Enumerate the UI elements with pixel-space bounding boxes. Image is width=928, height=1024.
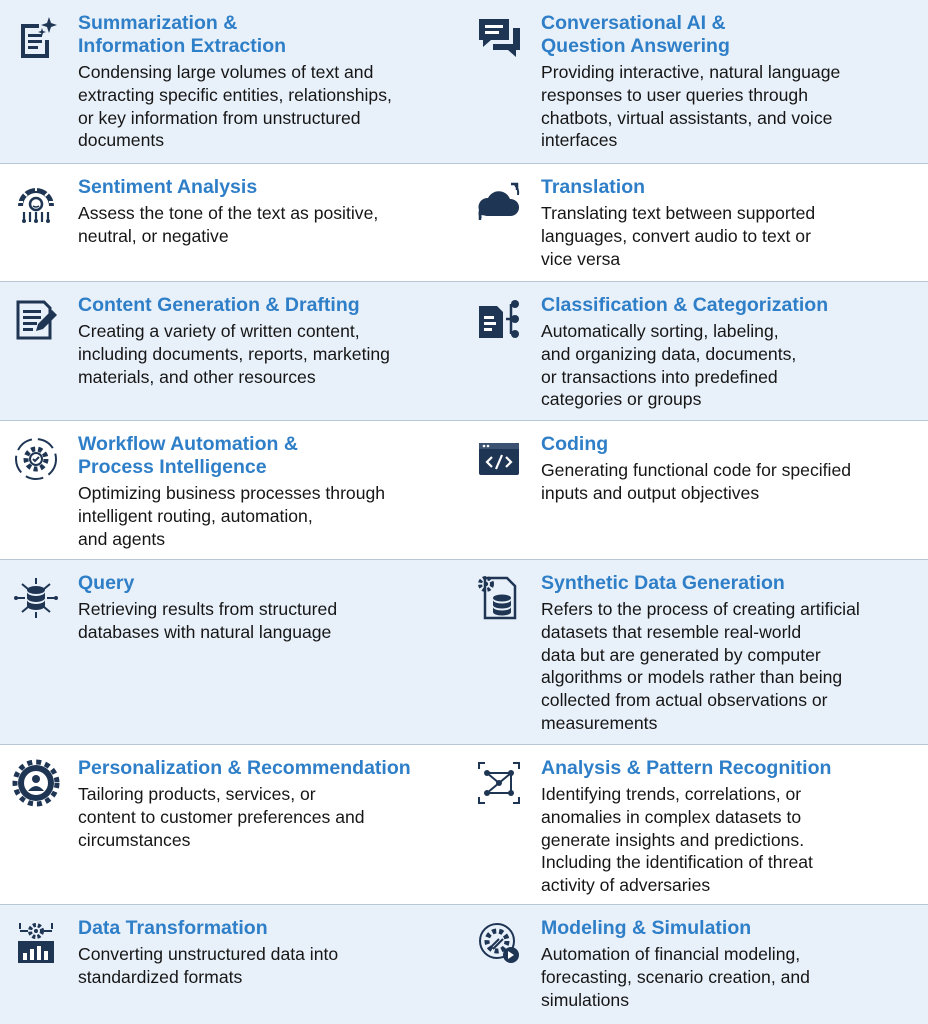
capability-description: [78, 320, 459, 388]
document-pencil-icon: [12, 296, 60, 344]
capability-description: [78, 61, 459, 152]
capability-title-line: Modeling & Simulation: [541, 917, 752, 939]
sentiment-gauge-icon: [12, 178, 60, 226]
user-gear-icon: [12, 759, 60, 807]
capability-title-line: Process Intelligence: [78, 456, 267, 478]
capability-row: [0, 905, 928, 1024]
capability-description: [541, 783, 924, 897]
capability-description-line: activity of adversaries: [541, 875, 711, 896]
capability-description-line: anomalies in complex datasets to: [541, 806, 802, 827]
capability-title-line: Personalization & Recommendation: [78, 757, 411, 779]
capability-description-line: vice versa: [541, 248, 621, 269]
capability-title: [541, 572, 922, 595]
capability-title: [78, 572, 457, 595]
capability-title-line: Conversational AI &: [541, 12, 726, 34]
capability-title-line: Sentiment Analysis: [78, 176, 258, 198]
chat-bubbles-icon: [475, 14, 523, 62]
capability-row: [0, 421, 928, 560]
capability-description-line: Creating a variety of written content,: [78, 321, 360, 341]
capability-description: [541, 459, 924, 505]
capability-description-line: Generating functional code for specified: [541, 460, 852, 480]
capability-description-line: simulations: [541, 989, 630, 1010]
capability-title-line: Analysis & Pattern Recognition: [541, 757, 832, 779]
capability-description-line: documents: [78, 130, 165, 151]
code-window-icon: [475, 435, 523, 483]
capability-title-line: Information Extraction: [78, 35, 287, 57]
capability-description-line: extracting specific entities, relationships,: [78, 84, 392, 105]
capability-card: [0, 745, 463, 904]
capability-description: [78, 943, 459, 989]
document-tree-icon: [475, 296, 523, 344]
capability-description-line: including documents, reports, marketing: [78, 343, 390, 364]
capability-description-line: materials, and other resources: [78, 366, 316, 387]
capability-description-line: and agents: [78, 528, 166, 549]
capability-description-line: measurements: [541, 712, 658, 733]
capability-title-line: Coding: [541, 433, 609, 455]
capability-title: [541, 917, 922, 940]
capability-title-line: Query: [78, 572, 135, 594]
capability-description-line: generate insights and predictions.: [541, 829, 805, 850]
capability-description-line: Translating text between supported: [541, 203, 816, 223]
capability-title: [78, 757, 457, 780]
capability-card: [463, 282, 928, 420]
database-network-icon: [12, 574, 60, 622]
capability-card: [0, 421, 463, 559]
capability-title: [541, 757, 922, 780]
capability-card: [0, 560, 463, 744]
capability-title: [78, 176, 457, 199]
capability-description-line: interfaces: [541, 130, 618, 151]
capability-description-line: Optimizing business processes through: [78, 483, 386, 503]
capability-description-line: languages, convert audio to text or: [541, 225, 811, 246]
capability-card: [0, 905, 463, 1024]
capability-description-line: or key information from unstructured: [78, 107, 361, 128]
capability-title: [541, 176, 922, 199]
capability-description: [541, 320, 924, 411]
capability-description-line: responses to user queries through: [541, 84, 808, 105]
capability-description-line: or transactions into predefined: [541, 366, 778, 387]
capability-card: [0, 164, 463, 281]
capability-card: [463, 905, 928, 1024]
capability-description: [78, 783, 459, 851]
capability-card: [0, 0, 463, 163]
capability-title: [541, 12, 922, 58]
capability-card: [463, 745, 928, 904]
capability-description-line: categories or groups: [541, 389, 702, 410]
capability-description-line: and organizing data, documents,: [541, 343, 797, 364]
capability-description-line: collected from actual observations or: [541, 690, 828, 711]
capability-description-line: forecasting, scenario creation, and: [541, 966, 810, 987]
capability-description-line: Automation of financial modeling,: [541, 944, 801, 964]
capability-row: [0, 164, 928, 282]
capability-card: [0, 282, 463, 420]
capability-description: [541, 943, 924, 1011]
capability-description-line: Condensing large volumes of text and: [78, 62, 374, 82]
gear-play-icon: [475, 919, 523, 967]
capability-title: [78, 433, 457, 479]
capability-row: [0, 0, 928, 164]
capability-description-line: neutral, or negative: [78, 225, 229, 246]
capability-description: [541, 61, 924, 152]
capability-description-line: Tailoring products, services, or: [78, 784, 316, 804]
capability-description-line: databases with natural language: [78, 621, 332, 642]
capability-description-line: Refers to the process of creating artificial: [541, 599, 860, 619]
capability-title-line: Translation: [541, 176, 646, 198]
capability-description-line: data but are generated by computer: [541, 644, 821, 665]
capability-description-line: chatbots, virtual assistants, and voice: [541, 107, 833, 128]
capability-title-line: Summarization &: [78, 12, 238, 34]
capability-row: [0, 745, 928, 905]
capability-card: [463, 0, 928, 163]
capability-title-line: Workflow Automation &: [78, 433, 298, 455]
capability-title: [78, 917, 457, 940]
capability-description-line: standardized formats: [78, 966, 243, 987]
capability-description-line: Converting unstructured data into: [78, 944, 339, 964]
capability-row: [0, 560, 928, 745]
capability-description-line: Assess the tone of the text as positive,: [78, 203, 379, 223]
capability-card: [463, 164, 928, 281]
capability-description-line: algorithms or models rather than being: [541, 667, 843, 688]
capability-row: [0, 282, 928, 421]
capability-title: [78, 294, 457, 317]
capability-title-line: Classification & Categorization: [541, 294, 829, 316]
capability-description-line: circumstances: [78, 829, 191, 850]
summary-sparkle-icon: [12, 14, 60, 62]
capability-description-line: content to customer preferences and: [78, 806, 365, 827]
capability-card: [463, 421, 928, 559]
capability-description-line: Retrieving results from structured: [78, 599, 338, 619]
capability-card: [463, 560, 928, 744]
database-gear-icon: [475, 574, 523, 622]
gear-cycle-icon: [12, 435, 60, 483]
capability-description-line: inputs and output objectives: [541, 482, 760, 503]
capability-description: [541, 598, 924, 735]
data-chart-icon: [12, 919, 60, 967]
pattern-network-icon: [475, 759, 523, 807]
capability-description: [78, 202, 459, 248]
capability-description: [541, 202, 924, 270]
capability-title: [541, 433, 922, 456]
capability-title-line: Synthetic Data Generation: [541, 572, 785, 594]
capability-title: [78, 12, 457, 58]
capability-description-line: datasets that resemble real-world: [541, 621, 802, 642]
capability-description-line: Including the identification of threat: [541, 852, 813, 873]
capability-title: [541, 294, 922, 317]
capability-description: [78, 482, 459, 550]
capability-title-line: Question Answering: [541, 35, 730, 57]
capability-title-line: Data Transformation: [78, 917, 268, 939]
capability-description-line: Automatically sorting, labeling,: [541, 321, 779, 341]
cloud-sync-icon: [475, 178, 523, 226]
capability-description-line: Identifying trends, correlations, or: [541, 784, 802, 804]
capability-description-line: intelligent routing, automation,: [78, 505, 313, 526]
capability-description: [78, 598, 459, 644]
capability-description-line: Providing interactive, natural language: [541, 62, 841, 82]
capability-title-line: Content Generation & Drafting: [78, 294, 360, 316]
